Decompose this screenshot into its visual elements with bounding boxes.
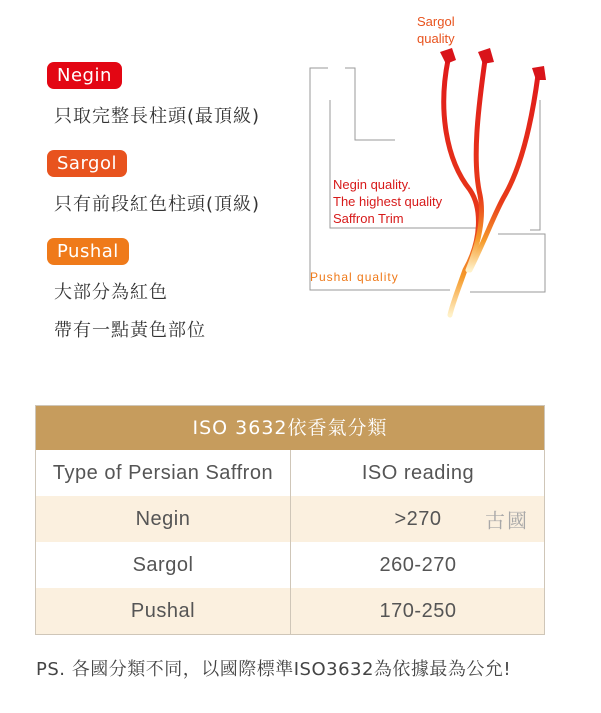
saffron-diagram xyxy=(300,0,560,330)
pushal-description-line-1: 大部分為紅色 xyxy=(54,282,168,303)
sargol-label-line-2: quality xyxy=(417,31,455,46)
row-type: Pushal xyxy=(36,588,291,634)
negin-label-line-1: Negin quality. xyxy=(333,177,411,192)
saffron-threads xyxy=(444,60,538,315)
thread-tips xyxy=(440,48,546,80)
row-type: Sargol xyxy=(36,542,291,588)
brand-stamp: 古國 xyxy=(485,508,529,533)
row-reading-cell xyxy=(291,496,545,542)
negin-label-line-2: The highest quality xyxy=(333,194,443,209)
sargol-description: 只有前段紅色柱頭(頂級) xyxy=(54,194,261,215)
negin-quality-label xyxy=(333,176,442,227)
row-reading: >270 xyxy=(394,507,442,530)
table-row xyxy=(36,496,544,542)
footnote: PS. 各國分類不同，以國際標準ISO3632為依據最為公允! xyxy=(36,659,512,680)
table-row xyxy=(36,542,544,588)
table-title: ISO 3632依香氣分類 xyxy=(36,406,544,450)
row-type: Negin xyxy=(36,496,291,542)
table-header-row xyxy=(36,450,544,496)
iso-classification-table xyxy=(35,405,545,635)
sargol-label-line-1: Sargol xyxy=(417,14,455,29)
badge-pushal: Pushal xyxy=(47,238,129,265)
row-reading: 170-250 xyxy=(379,599,457,622)
pushal-quality-label: Pushal quality xyxy=(310,270,399,284)
table-row xyxy=(36,588,544,634)
pushal-description-line-2: 帶有一點黃色部位 xyxy=(54,320,206,341)
header-iso-reading: ISO reading xyxy=(361,461,475,484)
badge-negin: Negin xyxy=(47,62,122,89)
badge-sargol: Sargol xyxy=(47,150,127,177)
negin-label-line-3: Saffron Trim xyxy=(333,211,404,226)
negin-description: 只取完整長柱頭(最頂級) xyxy=(54,106,261,127)
row-reading: 260-270 xyxy=(379,553,457,576)
header-type: Type of Persian Saffron xyxy=(36,450,291,496)
sargol-quality-label xyxy=(417,13,455,47)
